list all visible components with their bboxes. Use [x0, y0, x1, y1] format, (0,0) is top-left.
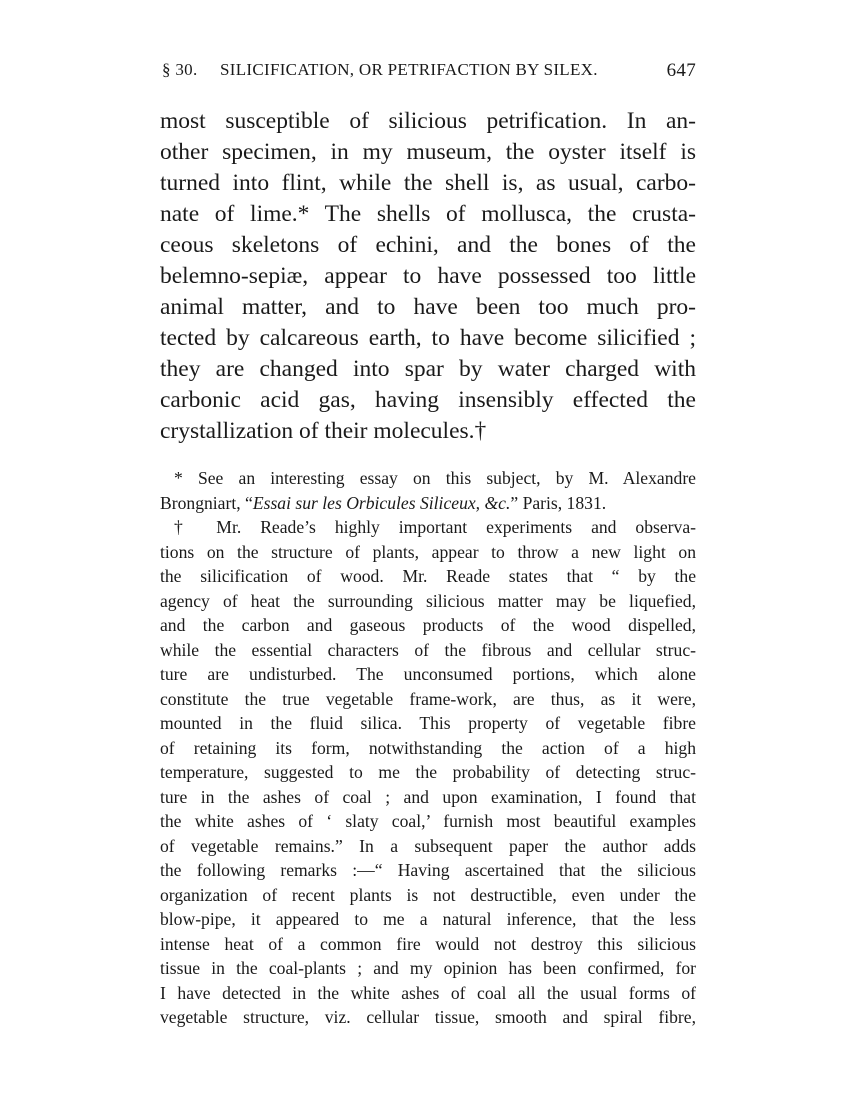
footnote-2-line: ture in the ashes of coal ; and upon examination, I found that — [160, 786, 696, 807]
body-line: they are changed into spar by water charged with — [160, 356, 696, 382]
body-line: ceous skeletons of echini, and the bones of the — [160, 232, 696, 258]
footnote-2-line: of vegetable remains.” In a subsequent paper the author adds — [160, 835, 696, 856]
footnote-2-line: blow-pipe, it appeared to me a natural inference, that the less — [160, 909, 696, 929]
footnote-2-line: constitute the true vegetable frame-work, are thus, as it were, — [160, 688, 696, 709]
footnote-2-line: vegetable structure, viz. cellular tissue, smooth and spiral fibre, — [160, 1007, 696, 1027]
footnote-2-line: the silicification of wood. Mr. Reade states that “ by the — [160, 566, 696, 586]
footnote-2-line: agency of heat the surrounding silicious matter may be liquefied, — [160, 590, 696, 611]
body-line: nate of lime.* The shells of mollusca, the crusta- — [160, 201, 696, 227]
footnote-2-line: of retaining its form, notwithstanding the action of a high — [160, 737, 696, 758]
body-line: other specimen, in my museum, the oyster itself is — [160, 139, 696, 165]
footnote-2-line: intense heat of a common fire would not destroy this silicious — [160, 933, 696, 954]
footnote-2-line: mounted in the fluid silica. This property of vegetable fibre — [160, 713, 696, 733]
body-line: crystallization of their molecules.† — [160, 418, 487, 444]
body-text — [160, 106, 696, 447]
running-title: SILICIFICATION, OR PETRIFACTION BY SILEX. — [220, 60, 598, 79]
footnote-2-line: I have detected in the white ashes of coal all the usual forms of — [160, 982, 696, 1003]
footnote-2-line: tions on the structure of plants, appear to throw a new light on — [160, 541, 696, 562]
footnote-2-line: and the carbon and gaseous products of the wood dispelled, — [160, 615, 696, 635]
footnote-2-line: † Mr. Reade’s highly important experiments and observa- — [174, 517, 696, 537]
footnote-1-italic-title: Essai sur les Orbicules Siliceux, &c. — [252, 492, 511, 513]
section-number: § 30. — [162, 60, 198, 79]
footnote-1-text: ” Paris, 1831. — [510, 492, 607, 513]
footnote-1-line: * See an interesting essay on this subject, by M. Alexandre — [174, 468, 696, 488]
running-header — [162, 60, 696, 90]
body-line: belemno-sepiæ, appear to have possessed too little — [160, 263, 696, 289]
footnote-1-line — [160, 491, 696, 516]
body-line: carbonic acid gas, having insensibly effected the — [160, 387, 696, 413]
footnotes — [160, 466, 696, 1030]
page-number: 647 — [666, 60, 696, 81]
footnote-2-line: temperature, suggested to me the probability of detecting struc- — [160, 762, 696, 782]
footnote-2-line: tissue in the coal-plants ; and my opinion has been confirmed, for — [160, 958, 696, 978]
footnote-2-line: ture are undisturbed. The unconsumed portions, which alone — [160, 664, 696, 684]
body-line: turned into flint, while the shell is, as usual, carbo- — [160, 170, 696, 196]
footnote-1-text: Brongniart, “ — [160, 492, 253, 513]
body-line: tected by calcareous earth, to have become silicified ; — [160, 325, 696, 351]
footnote-2-line: the white ashes of ‘ slaty coal,’ furnish most beautiful examples — [160, 811, 696, 831]
footnote-2-line: the following remarks :—“ Having ascertained that the silicious — [160, 860, 696, 880]
body-line: most susceptible of silicious petrification. In an- — [160, 108, 696, 134]
footnote-2-line: while the essential characters of the fibrous and cellular struc- — [160, 639, 696, 660]
footnote-2-line: organization of recent plants is not destructible, even under the — [160, 884, 696, 905]
body-line: animal matter, and to have been too much pro- — [160, 294, 696, 320]
